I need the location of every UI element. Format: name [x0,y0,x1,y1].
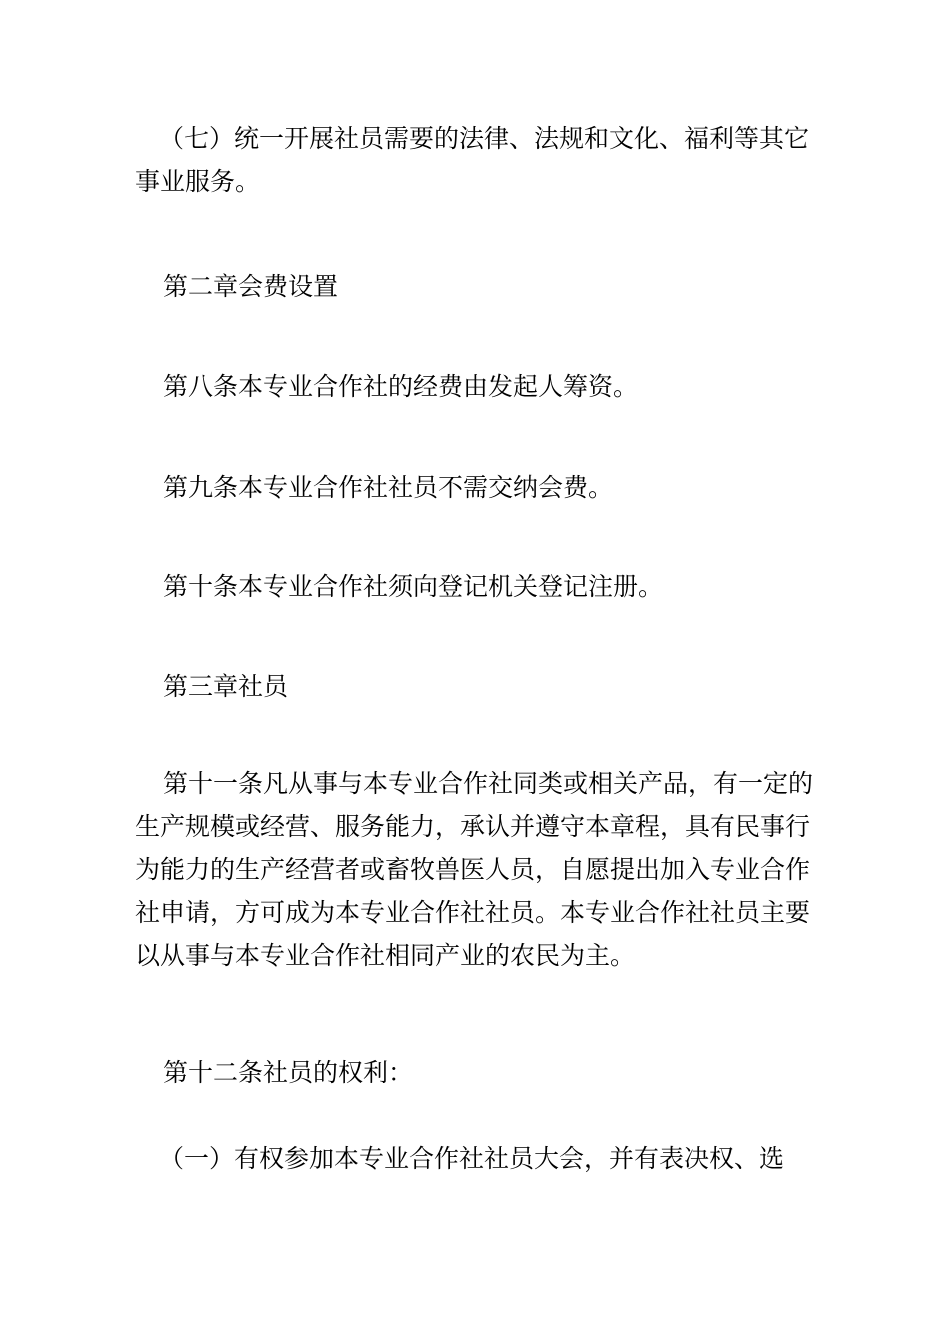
article-8: 第八条本专业合作社的经费由发起人筹资。 [163,372,639,401]
article-10: 第十条本专业合作社须向登记机关登记注册。 [163,572,664,601]
chapter-3-heading: 第三章社员 [163,672,289,701]
article-11: 第十一条凡从事与本专业合作社同类或相关产品，有一定的生产规模或经营、服务能力，承认并遵守本章程，具有民事行为能力的生产经营者或畜牧兽医人员，自愿提出加入专业合作社申请，方可成为本专业合作社社员。本专业合作社社员主要以从事与本专业合作社相同产业的农民为主。 [135,769,814,970]
chapter-2-heading: 第二章会费设置 [163,272,339,301]
paragraph-item-1-rights: （一）有权参加本专业合作社社员大会，并有表决权、选 [159,1144,785,1173]
paragraph-item-7-services: （七）统一开展社员需要的法律、法规和文化、福利等其它事业服务。 [135,124,810,196]
article-9: 第九条本专业合作社社员不需交纳会费。 [163,473,614,502]
article-12: 第十二条社员的权利： [163,1058,414,1087]
